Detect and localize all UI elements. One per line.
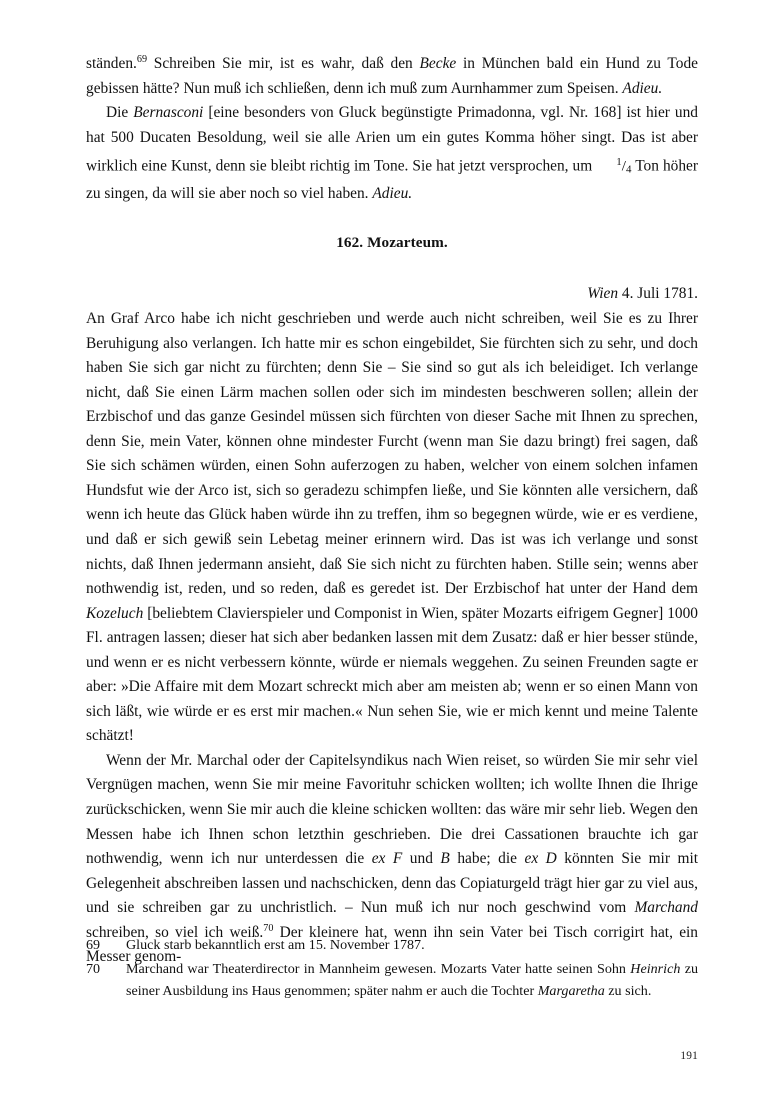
section-heading: 162. Mozarteum. xyxy=(336,233,448,251)
paragraph-4-part-d: könnten Sie mir mit Gelegenheit abschreiben lassen und nachschicken, denn das Copiaturgeld trägt hier gar zu viel aus, und sie schreiben gar zu unchristlich. – Nun muß ich nur noch geschwind vom xyxy=(86,850,698,917)
italic-kozeluch: Kozeluch xyxy=(86,604,144,622)
footnote-item xyxy=(86,934,698,957)
paragraph-4-part-b: und xyxy=(402,850,441,868)
page-body xyxy=(86,52,698,970)
paragraph-1-pre-note: ständen. xyxy=(86,55,137,72)
italic-bernasconi: Bernasconi xyxy=(133,104,204,122)
paragraph-bernasconi xyxy=(86,101,698,207)
paragraph-4-part-a: Wenn der Mr. Marchal oder der Capitelsyndikus nach Wien reiset, so würden Sie mir sehr viel Vergnügen machen, wenn Sie mir meine Favorituhr schicken wollten; ich wollte Ihnen die Ihrige zurückschicken, wenn Sie mir auch die kleine schicken wollten: das wäre mir sehr lieb. Wegen den Messen habe ich Ihnen schon letzthin geschrieben. Die drei Cassationen brauchte ich gar nothwendig, wenn ich nur unterdessen die xyxy=(86,751,698,868)
paragraph-2-part-c: Ton höher zu singen, da will sie aber noch so viel haben. xyxy=(86,157,698,203)
dateline-date: 4. Juli 1781. xyxy=(618,284,698,302)
footnote-70-part-a: Marchand war Theaterdirector in Mannheim gewesen. Mozarts Vater hatte seinen Sohn xyxy=(126,960,631,977)
italic-margaretha: Margaretha xyxy=(537,983,605,1000)
italic-ex-f: ex F xyxy=(371,850,403,868)
italic-becke: Becke xyxy=(419,55,457,72)
paragraph-standen xyxy=(86,52,698,101)
italic-heinrich: Heinrich xyxy=(630,960,681,977)
fraction-denominator: 4 xyxy=(625,163,632,176)
paragraph-1-part-a: Schreiben Sie mir, ist es wahr, daß den xyxy=(147,55,420,72)
footnote-marker-69[interactable]: 69 xyxy=(136,53,148,65)
footnote-marker-70[interactable]: 70 xyxy=(263,922,274,934)
paragraph-3-part-b: [beliebtem Clavierspieler und Componist in Wien, später Mozarts eifrigem Gegner] 1000 Fl. antragen lassen; dieser hat sich aber bedanken lassen mit dem Zusatz: daß er hier besser stünde, und wenn er es nicht verbessern könnte, würde er niemals weggehen. Zu seinen Freunden sagte er aber: »Die Affaire mit dem Mozart schreckt mich aber am meisten ab; wenn er so einen Mann von sich läßt, wie würde er es erst mir machen.« Nun sehen Sie, wie er mich kennt und meine Talente schätzt! xyxy=(86,604,698,745)
italic-b: B xyxy=(440,850,450,868)
italic-adieu-1: Adieu. xyxy=(622,79,663,97)
dateline-place: Wien xyxy=(587,284,619,302)
italic-marchand: Marchand xyxy=(634,899,698,917)
fraction-one-quarter xyxy=(596,150,631,182)
paragraph-2-part-a: Die xyxy=(106,104,134,122)
footnote-number: 69 xyxy=(86,937,101,953)
paragraph-4-part-f: Der kleinere hat, wenn ihn sein Vater bei Tisch corrigirt hat, ein Messer genom- xyxy=(86,923,698,966)
paragraph-3-part-a: An Graf Arco habe ich nicht geschrieben und werde auch nicht schreiben, weil Sie es zu Ihrer Beruhigung also verlangen. Ich hatte mir es schon eingebildet, Sie fürchten sich zu sehr, und doch haben Sie sich gar nicht zu fürchten; denn Sie – Sie sind so gut als ich beleidiget. Ich verlange nicht, daß Sie einen Lärm machen sollen oder sich im mindesten beschweren sollen; allein der Erzbischof und das ganze Gesindel müssen sich fürchten von dieser Sache mit Ihnen zu sprechen, denn Sie, mein Vater, können ohne mindester Furcht (wenn man Sie dazu bringt) frei sagen, daß Sie sich schämen würden, einen Sohn auferzogen zu haben, welcher von einem solchen infamen Hundsfut wie der Arco ist, sich so geradezu schimpfen ließe, und Sie könnten alle versichern, daß wenn ich heute das Glück haben würde ihn zu treffen, ihm so begegnen würde, wie er es verdiene, und daß er sich gewiß sein Lebetag meiner erinnern wird. Das ist was ich verlange und sonst nichts, daß Ihnen jedermann ansieht, daß Sie sich nicht zu fürchten haben. Stille sein; wenns aber nothwendig ist, reden, und so reden, daß es geredet ist. Der Erzbischof hat unter der Hand dem xyxy=(86,310,698,598)
paragraph-1-part-b: in München bald ein Hund zu Tode gebissen hätte? Nun muß ich schließen, denn ich muß zum Aurnhammer zum Speisen. xyxy=(86,55,698,97)
footnote-70-part-c: zu sich. xyxy=(604,983,652,1000)
paragraph-4-part-c: habe; die xyxy=(449,850,525,868)
dateline xyxy=(86,282,698,307)
footnote-item xyxy=(86,958,698,1003)
footnote-text: Gluck starb bekanntlich erst am 15. November 1787. xyxy=(126,937,425,953)
fraction-bar: / xyxy=(621,157,626,175)
footnotes-block xyxy=(86,934,698,1004)
paragraph-2-part-b: [eine besonders von Gluck begünstigte Primadonna, vgl. Nr. 168] ist hier und hat 500 Ducaten Besoldung, weil sie alle Arien um ein gutes Komma höher singt. Das ist aber wirklich eine Kunst, denn sie bleibt richtig im Tone. Sie hat jetzt versprochen, um xyxy=(86,104,698,175)
paragraph-4-part-e: schreiben, so viel ich weiß. xyxy=(86,923,264,941)
footnote-text xyxy=(126,958,698,1003)
page-number: 191 xyxy=(680,1050,698,1062)
footnote-70-part-b: zu seiner Ausbildung ins Haus genommen; später nahm er auch die Tochter xyxy=(126,960,698,1000)
footnote-number: 70 xyxy=(86,960,101,977)
fraction-numerator: 1 xyxy=(616,156,622,169)
paragraph-graf-arco xyxy=(86,307,698,749)
italic-ex-d: ex D xyxy=(524,850,557,868)
italic-adieu-2: Adieu. xyxy=(372,185,413,203)
